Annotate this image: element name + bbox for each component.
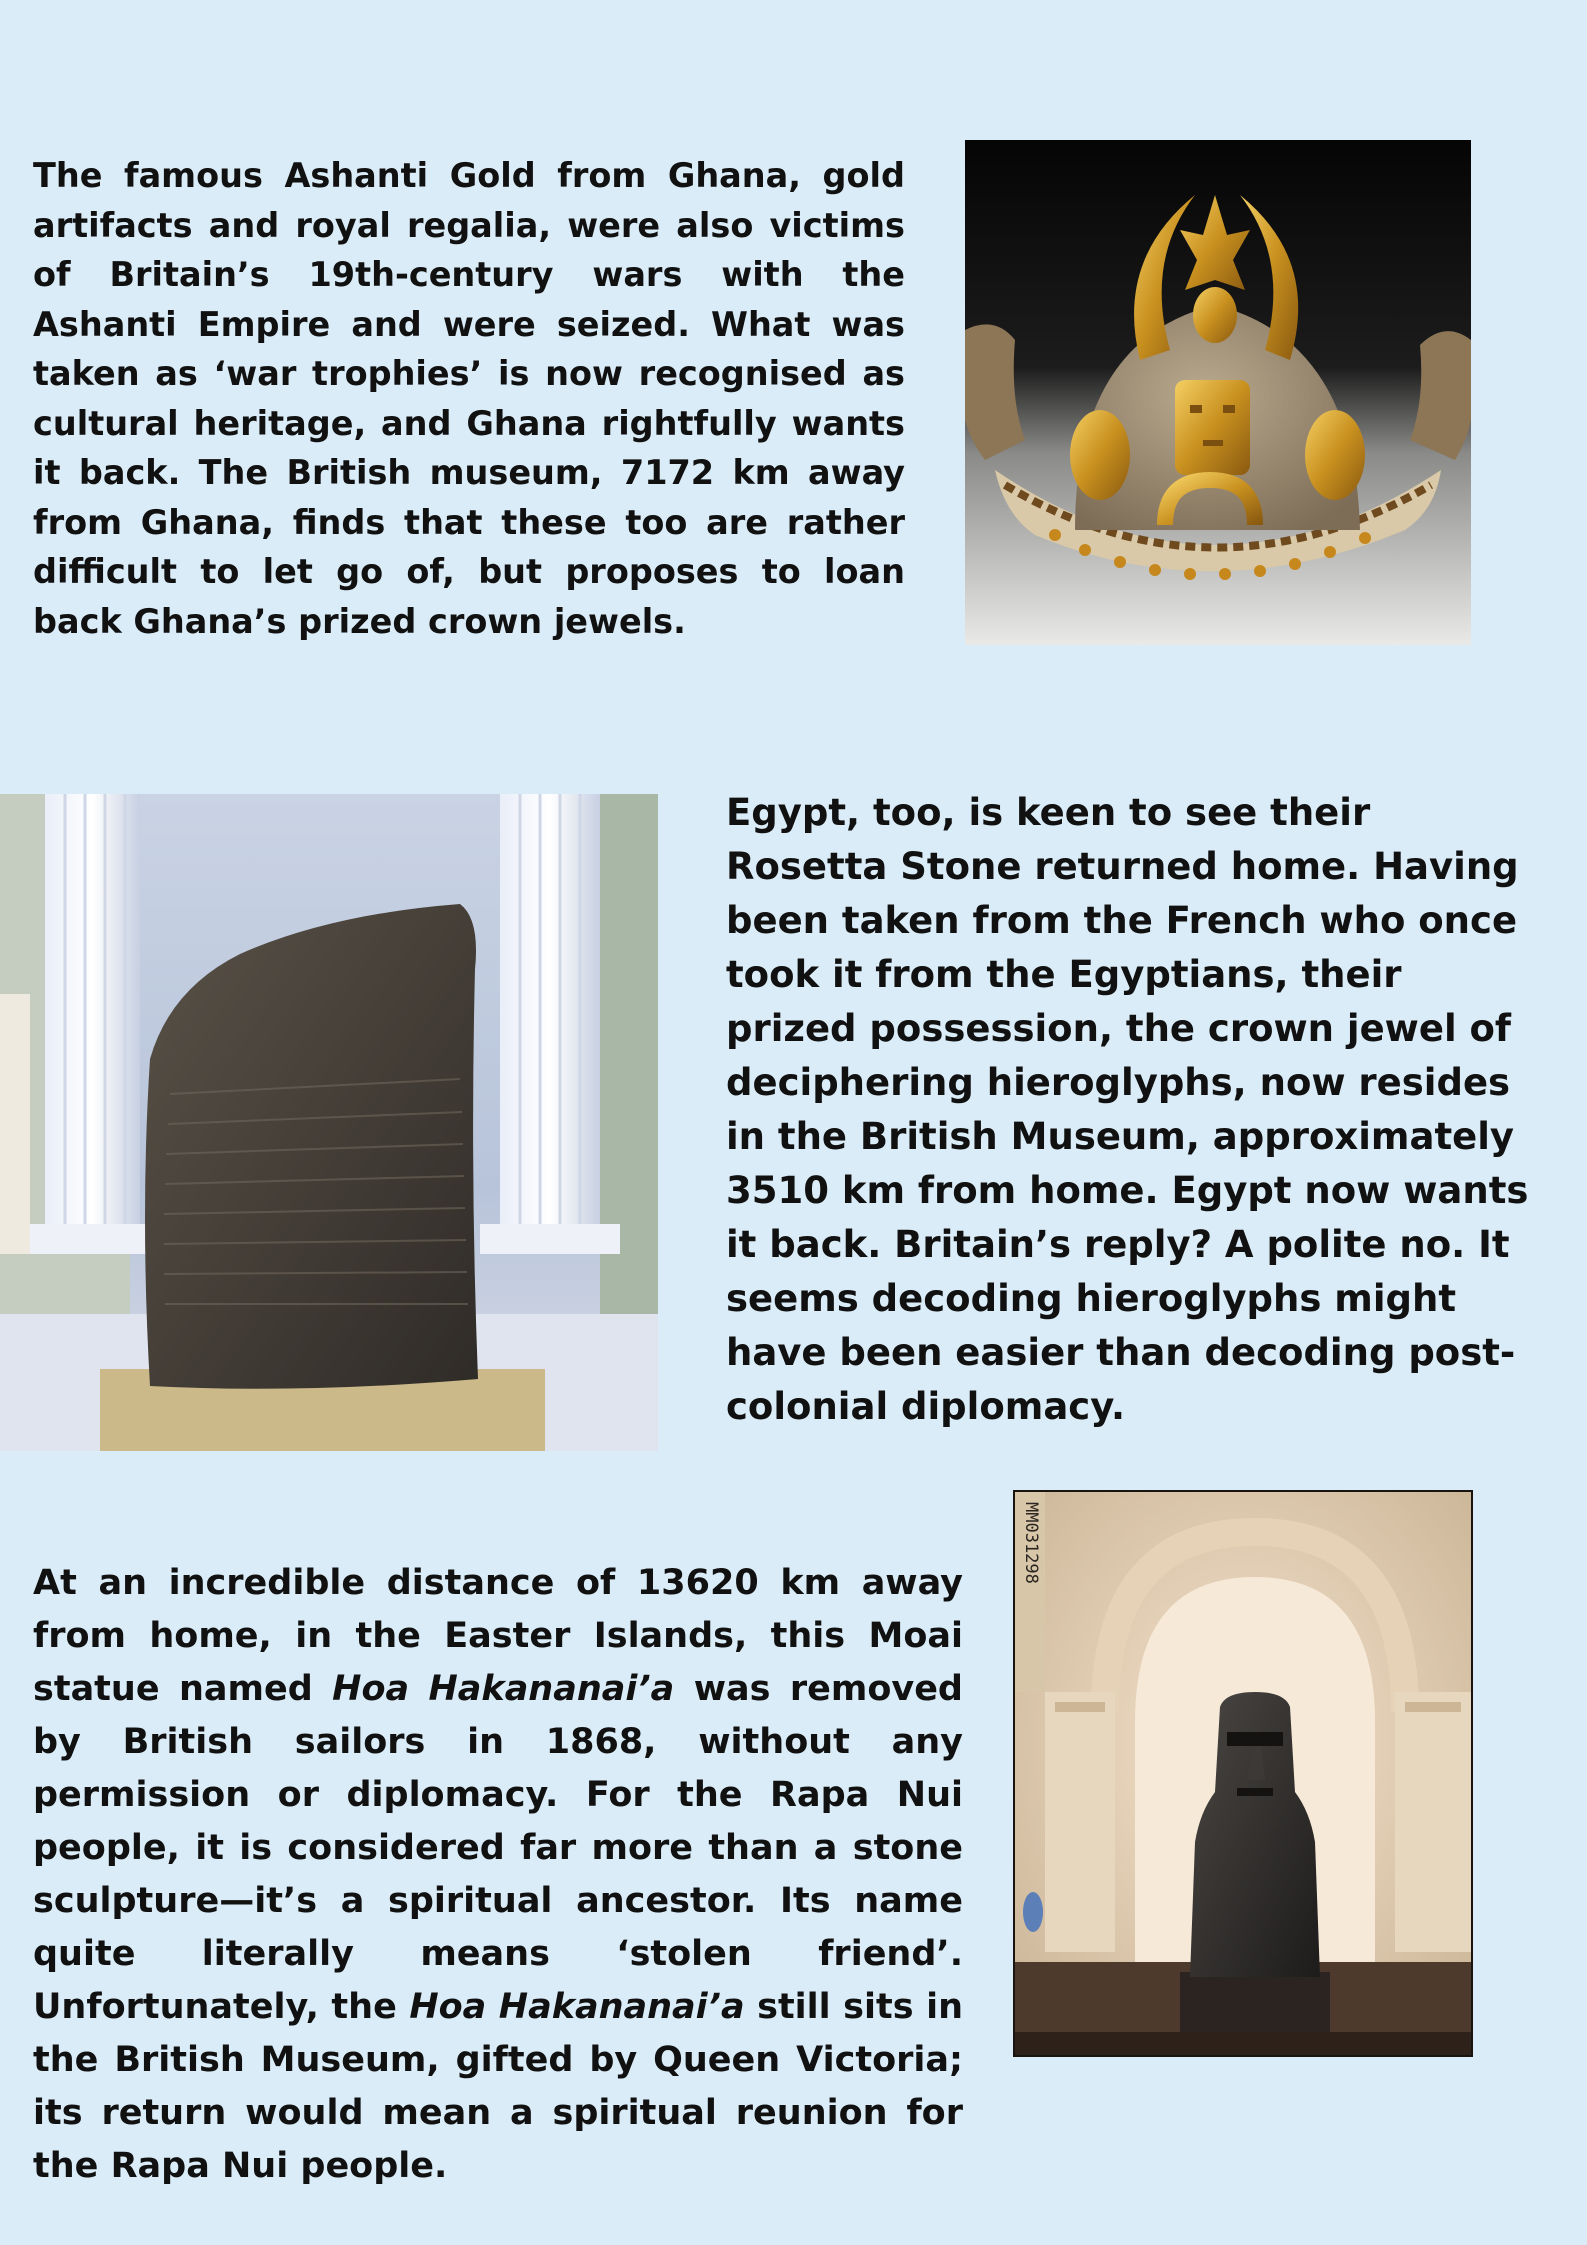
- ashanti-gold-crown-photo: [965, 140, 1471, 645]
- moai-text-part: was removed by British sailors in 1868, without any permission or diplomacy. For the Rapa Nui people, it is considered far more than a stone sculpture—it’s a spiritual ancestor. Its name quite literally means ‘stolen friend’. Unfortunately, the: [33, 1669, 963, 2027]
- moai-name-italic: Hoa Hakananai’a: [409, 1987, 745, 2027]
- moai-photo-label: MM031298: [1021, 1502, 1041, 1584]
- rosetta-paragraph: Egypt, too, is keen to see their Rosetta Stone returned home. Having been taken from the French who once took it from the Egyptians, their prized possession, the crown jewel of deciphering hieroglyphs, now resides in the British Museum, approximately 3510 km from home. Egypt now wants it back. Britain’s reply? A polite no. It seems decoding hieroglyphs might have been easier than decoding post-colonial diplomacy.: [726, 791, 1529, 1428]
- rosetta-stone-photo: [0, 794, 658, 1451]
- moai-text-part: At an incredible distance of 13620 km away from home, in the Easter Islands, this Moai statue named: [33, 1563, 963, 1709]
- ashanti-paragraph: The famous Ashanti Gold from Ghana, gold artifacts and royal regalia, were also victims of Britain’s 19th-century wars with the Ashanti Empire and were seized. What was taken as ‘war trophies’ is now recognised as cultural heritage, and Ghana rightfully wants it back. The British museum, 7172 km away from Ghana, finds that these too are rather difficult to let go of, but proposes to loan back Ghana’s prized crown jewels.: [33, 156, 905, 641]
- moai-name-italic: Hoa Hakananai’a: [332, 1669, 675, 1709]
- moai-statue-photo: [1015, 1492, 1471, 2055]
- moai-paragraph: [33, 1557, 963, 2193]
- moai-text-part: still sits in the British Museum, gifted by Queen Victoria; its return would mean a spiritual reunion for the Rapa Nui people.: [33, 1987, 963, 2186]
